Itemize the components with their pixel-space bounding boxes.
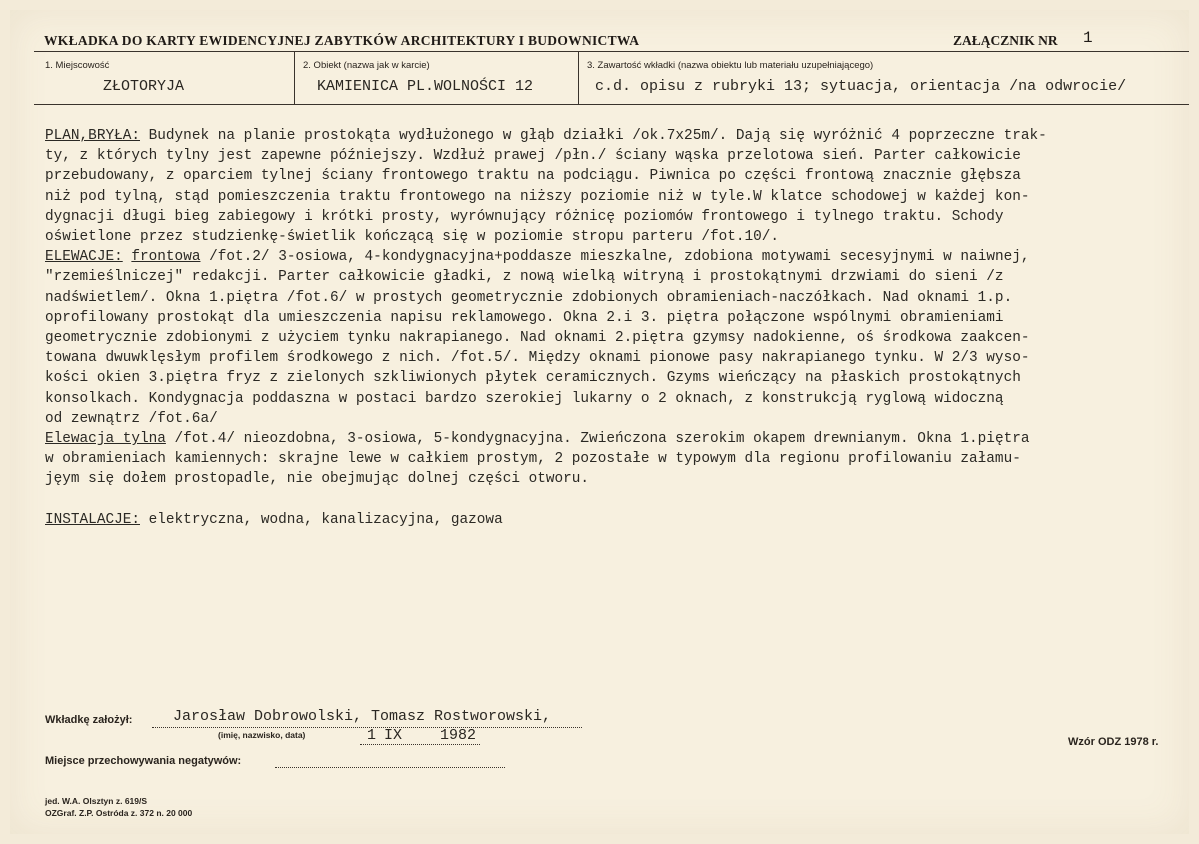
section-heading-elevations: ELEWACJE: <box>45 249 123 266</box>
body-line: nadświetlem/. Okna 1.piętra /fot.6/ w prostych geometrycznie zdobionych obramieniach-naczółkach. Nad oknami 1.p. <box>45 289 1013 306</box>
body-line: w obramieniach kamiennych: skrajne lewe w całkiem prostym, 2 pozostałe w typowym dla regionu profilowaniu załamu- <box>45 451 1021 468</box>
locality-value: ZŁOTORYJA <box>103 78 185 95</box>
field-divider-1 <box>294 51 295 105</box>
annex-number: 1 <box>1083 29 1093 47</box>
storage-label: Miejsce przechowywania negatywów: <box>45 755 242 767</box>
body-line: od zewnątrz /fot.6a/ <box>45 410 218 427</box>
field-divider-2 <box>578 51 579 105</box>
annex-label: ZAŁĄCZNIK NR <box>953 33 1058 48</box>
body-line: niż pod tylną, stąd pomieszczenia traktu frontowego na niższy poziomie niż w tyle.W klatce schodowej w każdej kon- <box>45 188 1030 205</box>
body-line: Budynek na planie prostokąta wydłużonego w głąb działki /ok.7x25m/. Dają się wyróżnić 4 poprzeczne trak- <box>140 128 1047 144</box>
section-heading-plan: PLAN,BRYŁA: <box>45 128 140 144</box>
body-line: geometrycznie zdobionymi z użyciem tynku nakrapianego. Nad oknami 2.piętra gzymsy nadokienne, oś środkowa zaakcen- <box>45 330 1030 347</box>
content-value: c.d. opisu z rubryki 13; sytuacja, orientacja /na odwrocie/ <box>595 78 1127 95</box>
body-line: oświetlone przez studzienkę-świetlik kończącą się w poziomie stropu parteru /fot.10/. <box>45 229 780 246</box>
storage-dotted-line <box>275 767 505 768</box>
date-day: 1 <box>367 727 377 744</box>
date-dotted-line <box>360 744 480 745</box>
body-line: ty, z których tylny jest zapewne późniejszy. Wzdłuż prawej /płn./ ściany wąska przelotowa sień. Parter całkowicie <box>45 148 1021 165</box>
header-bottom-rule <box>34 104 1189 105</box>
author-value: Jarosław Dobrowolski, Tomasz Rostworowski, <box>173 708 552 725</box>
section-heading-installations: INSTALACJE: <box>45 511 140 528</box>
card-title: WKŁADKA DO KARTY EWIDENCYJNEJ ZABYTKÓW ARCHITEKTURY I BUDOWNICTWA <box>44 33 640 48</box>
locality-label: 1. Miejscowość <box>45 60 110 71</box>
body-line: towana dwuwklęsłym profilem środkowego z nich. /fot.5/. Między oknami pionowe pasy nakrapianego tynku. W 2/3 wyso- <box>45 350 1030 367</box>
object-value: KAMIENICA PL.WOLNOŚCI 12 <box>317 78 534 95</box>
subheading-front: frontowa <box>131 249 201 266</box>
body-line: konsolkach. Kondygnacja poddaszna w postaci bardzo szerokiej lukarny o 2 oknach, z konstrukcją ryglową widoczną <box>45 390 1004 407</box>
print-line-1: jed. W.A. Olsztyn z. 619/S <box>45 796 148 806</box>
body-line: "rzemieślniczej" redakcji. Parter całkowicie gładki, z nową wielką witryną i prostokątnymi drzwiami do sieni /z <box>45 269 1004 286</box>
print-info <box>45 795 192 819</box>
body-line: dygnacji długi bieg zabiegowy i krótki prosty, wyrównujący różnicę poziomów frontowego i tylnego traktu. Schody <box>45 208 1004 225</box>
body-line: oprofilowany prostokąt dla umieszczenia napisu reklamowego. Okna 2.i 3. piętra połączone wspólnymi obramieniami <box>45 309 1004 326</box>
body-line: elektryczna, wodna, kanalizacyjna, gazowa <box>140 511 503 528</box>
content-label: 3. Zawartość wkładki (nazwa obiektu lub materiału uzupełniającego) <box>587 60 874 71</box>
body-line: /fot.4/ nieozdobna, 3-osiowa, 5-kondygnacyjna. Zwieńczona szerokim okapem drewnianym. Okna 1.piętra <box>165 431 1030 448</box>
date-month: IX <box>384 727 403 744</box>
date-year: 1982 <box>440 727 477 744</box>
description-body <box>45 126 1185 530</box>
author-label: Wkładkę założył: <box>45 714 133 726</box>
body-line: jęym się dołem prostopadle, nie obejmując dolnej części otworu. <box>45 471 590 488</box>
pattern-label: Wzór ODZ 1978 r. <box>1068 736 1159 748</box>
section-heading-rear: Elewacja tylna <box>45 431 166 448</box>
header-top-rule <box>34 51 1189 52</box>
author-hint: (imię, nazwisko, data) <box>218 730 306 740</box>
body-line: /fot.2/ 3-osiowa, 4-kondygnacyjna+poddasze mieszkalne, zdobiona motywami secesyjnymi w naiwnej, <box>200 249 1030 266</box>
body-line: kości okien 3.piętra fryz z zielonych szkliwionych płytek ceramicznych. Gzyms wieńczący na płaskich prostokątnych <box>45 370 1021 387</box>
object-label: 2. Obiekt (nazwa jak w karcie) <box>303 60 430 71</box>
body-line: przebudowany, z oparciem tylnej ściany frontowego traktu na podciągu. Piwnica po części frontową znacznie głębsza <box>45 168 1021 185</box>
print-line-2: OZGraf. Z.P. Ostróda z. 372 n. 20 000 <box>45 808 193 818</box>
